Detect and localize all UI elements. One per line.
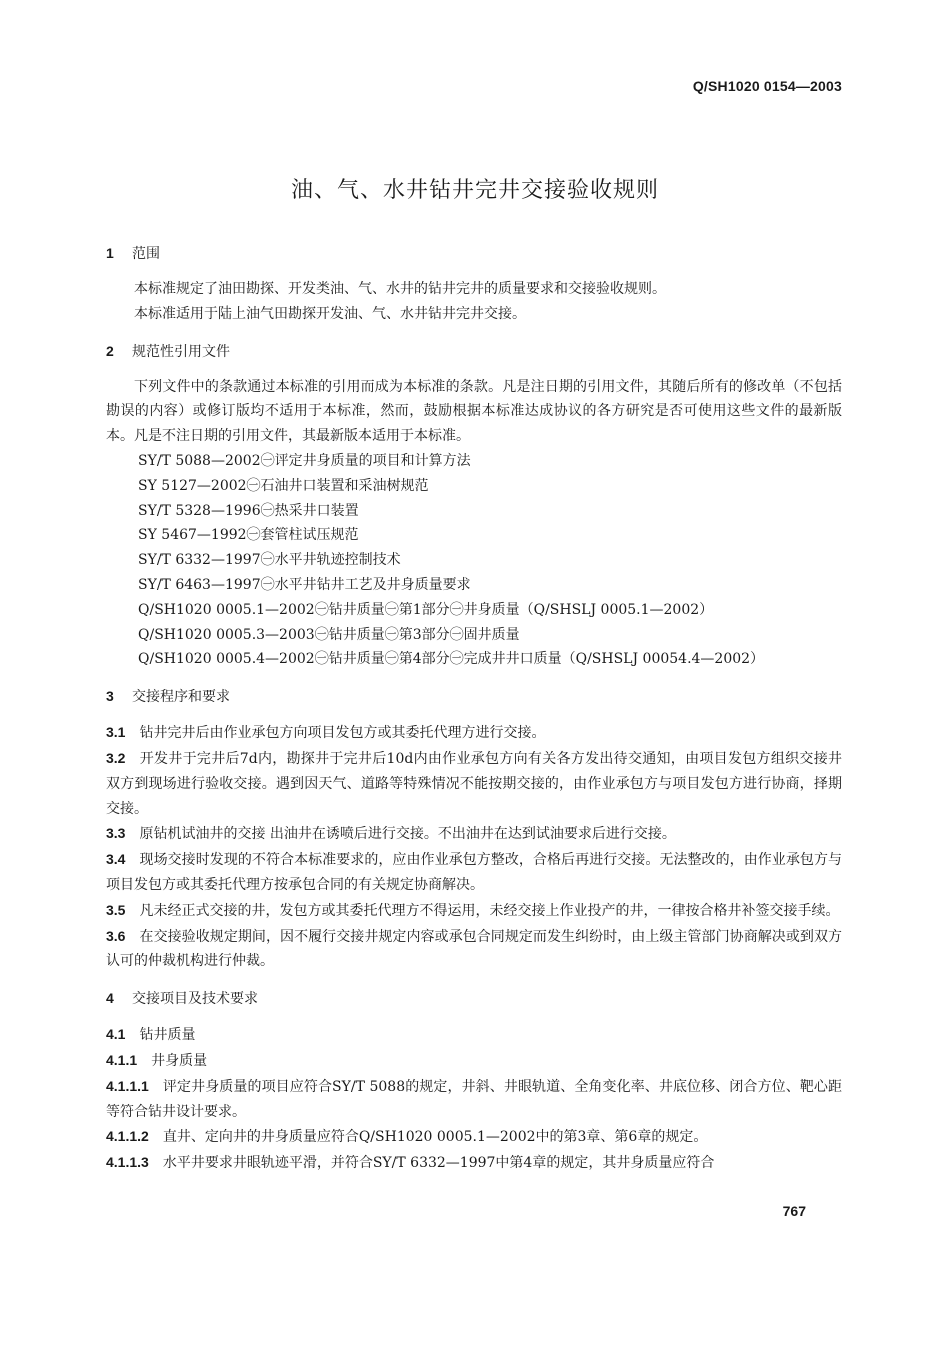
scope-paragraph-2: 本标准适用于陆上油气田勘探开发油、气、水井钻井完井交接。 [134,305,526,322]
clause-number: 3.6 [106,927,126,944]
clause-number: 4.1.1.3 [106,1154,149,1171]
clause-number: 4.1.1.2 [106,1128,149,1145]
clause-number: 3.2 [106,749,126,766]
clause-text: 原钻机试油井的交接 出油井在诱喷后进行交接。不出油井在达到试油要求后进行交接。 [139,826,676,843]
clause-text: 开发井于完井后7d内，勘探井于完井后10d内由作业承包方向有关各方发出待交通知，由项目发包方组织交接井双方到现场进行验收交接。遇到因天气、道路等特殊情况不能按期交接的，由作业承包方与项目发包方进行协商，择期交接。 [106,750,842,817]
section-heading-1 [106,241,842,267]
section-number: 1 [106,245,114,261]
clause-item [106,1124,842,1150]
clause-item [106,924,842,975]
section-heading-2 [106,339,842,365]
clause-number: 4.1 [106,1026,126,1043]
reference-item: SY/T 6332—1997㊀水平井轨迹控制技术 [138,552,401,569]
references-intro: 下列文件中的条款通过本标准的引用而成为本标准的条款。凡是注日期的引用文件，其随后所有的修改单（不包括勘误的内容）或修订版均不适用于本标准，然而，鼓励根据本标准达成协议的各方研究是否可使用这些文件的最新版本。凡是不注日期的引用文件，其最新版本适用于本标准。 [106,378,842,445]
section-title: 规范性引用文件 [132,343,230,360]
clause-text: 水平井要求井眼轨迹平滑，并符合SY/T 6332—1997中第4章的规定，其井身质量应符合 [162,1155,715,1172]
clause-item [106,1022,842,1048]
page-number: 767 [782,1203,806,1219]
clause-text: 凡未经正式交接的井，发包方或其委托代理方不得运用，未经交接上作业投产的井，一律按合格井补签交接手续。 [139,902,840,919]
section-title: 交接项目及技术要求 [132,991,258,1008]
document-body [106,241,842,1176]
clause-item [106,1074,842,1125]
reference-item: SY/T 6463—1997㊀水平井钻井工艺及井身质量要求 [138,576,471,593]
clause-text: 在交接验收规定期间，因不履行交接井规定内容或承包合同规定而发生纠纷时，由上级主管部门协商解决或到双方认可的仲裁机构进行仲裁。 [106,928,842,970]
clause-item [106,821,842,847]
clause-item [106,847,842,898]
clause-text: 钻井完井后由作业承包方向项目发包方或其委托代理方进行交接。 [139,725,546,742]
reference-item: Q/SH1020 0005.1—2002㊀钻井质量㊀第1部分㊀井身质量（Q/SHSLJ 0005.1—2002） [138,601,714,618]
reference-item: Q/SH1020 0005.4—2002㊀钻井质量㊀第4部分㊀完成井井口质量（Q/SHSLJ 00054.4—2002） [138,651,765,668]
clause-item [106,1048,842,1074]
section-number: 3 [106,688,114,705]
section-number: 2 [106,342,114,359]
reference-item: SY/T 5088—2002㊀评定井身质量的项目和计算方法 [138,452,471,469]
section-title: 交接程序和要求 [132,689,230,706]
reference-item: Q/SH1020 0005.3—2003㊀钻井质量㊀第3部分㊀固井质量 [138,626,520,643]
reference-item: SY 5467—1992㊀套管柱试压规范 [138,527,359,544]
section-number: 4 [106,990,114,1007]
clause-item [106,1150,842,1176]
clause-number: 4.1.1.1 [106,1077,149,1094]
clause-number: 4.1.1 [106,1051,138,1068]
clause-text: 钻井质量 [139,1027,196,1044]
clause-text: 直井、定向井的井身质量应符合Q/SH1020 0005.1—2002中的第3章、第6章的规定。 [162,1129,708,1146]
clause-text: 现场交接时发现的不符合本标准要求的，应由作业承包方整改，合格后再进行交接。无法整改的，由作业承包方与项目发包方或其委托代理方按承包合同的有关规定协商解决。 [106,852,842,893]
scope-paragraph-1: 本标准规定了油田勘探、开发类油、气、水井的钻井完井的质量要求和交接验收规则。 [134,281,666,297]
reference-item: SY 5127—2002㊀石油井口装置和采油树规范 [138,477,429,494]
clause-number: 3.5 [106,901,126,918]
document-title: 油、气、水井钻井完井交接验收规则 [290,178,659,203]
clause-text: 井身质量 [151,1052,208,1069]
section-heading-4 [106,986,842,1012]
clause-item [106,898,842,924]
section-title: 范围 [132,246,160,262]
reference-item: SY/T 5328—1996㊀热采井口装置 [138,502,359,519]
clause-text: 评定井身质量的项目应符合SY/T 5088的规定，井斜、井眼轨道、全角变化率、井底位移、闭合方位、靶心距等符合钻井设计要求。 [106,1078,842,1120]
document-code: Q/SH1020 0154—2003 [692,78,842,94]
section-heading-3 [106,684,842,710]
clause-number: 3.3 [106,825,126,842]
clause-number: 3.1 [106,724,126,741]
clause-number: 3.4 [106,851,126,868]
clause-item [106,746,842,821]
clause-item [106,720,842,746]
